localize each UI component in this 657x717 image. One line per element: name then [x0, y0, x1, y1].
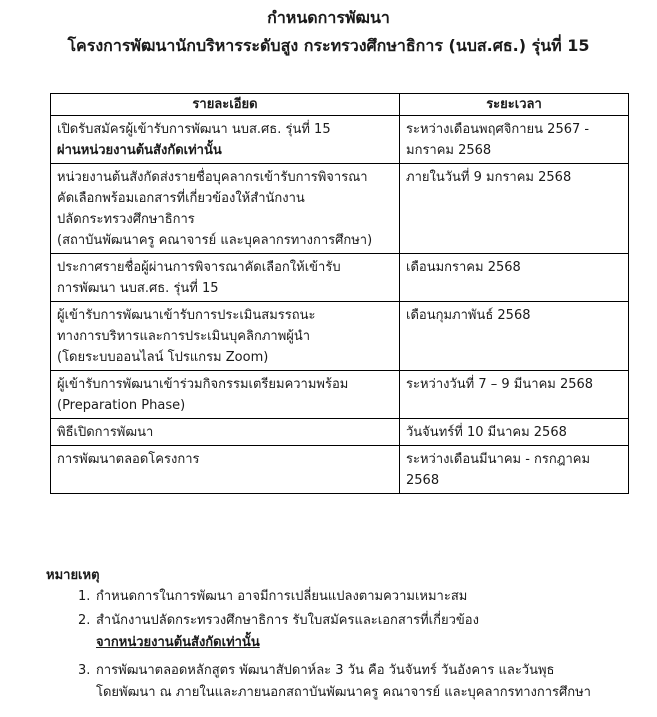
note-text: กำหนดการในการพัฒนา อาจมีการเปลี่ยนแปลงตามความเหมาะสม	[96, 589, 468, 604]
period-cell	[400, 254, 629, 302]
detail-line: การพัฒนา นบส.ศธ. รุ่นที่ 15	[57, 281, 219, 296]
schedule-table	[50, 93, 629, 494]
detail-line: ประกาศรายชื่อผู้ผ่านการพิจารณาคัดเลือกให้เข้ารับ	[57, 260, 341, 275]
period-line: เดือนกุมภาพันธ์ 2568	[406, 308, 531, 323]
detail-cell	[51, 116, 400, 164]
detail-line: เปิดรับสมัครผู้เข้ารับการพัฒนา นบส.ศธ. รุ่นที่ 15	[57, 122, 331, 137]
note-text: โดยพัฒนา ณ ภายในและภายนอกสถาบันพัฒนาครู คณาจารย์ และบุคลากรทางการศึกษา	[96, 685, 591, 700]
page-title: กำหนดการพัฒนา	[267, 8, 390, 27]
detail-line: (โดยระบบออนไลน์ โปรแกรม Zoom)	[57, 350, 269, 365]
note-number: 2.	[78, 613, 91, 628]
period-line: ภายในวันที่ 9 มกราคม 2568	[406, 170, 572, 185]
period-line: เดือนมกราคม 2568	[406, 260, 521, 275]
table-row	[51, 302, 629, 371]
detail-cell	[51, 164, 400, 254]
table-row	[51, 116, 629, 164]
detail-cell	[51, 254, 400, 302]
detail-line: พิธีเปิดการพัฒนา	[57, 425, 154, 440]
period-cell	[400, 164, 629, 254]
detail-cell	[51, 419, 400, 446]
detail-cell	[51, 371, 400, 419]
period-line: ระหว่างวันที่ 7 – 9 มีนาคม 2568	[406, 377, 594, 392]
table-row	[51, 419, 629, 446]
detail-line: หน่วยงานต้นสังกัดส่งรายชื่อบุคลากรเข้ารับการพิจารณา	[57, 170, 368, 185]
note-text: การพัฒนาตลอดหลักสูตร พัฒนาสัปดาห์ละ 3 วัน คือ วันจันทร์ วันอังคาร และวันพุธ	[96, 663, 555, 678]
detail-line-emphasis: ผ่านหน่วยงานต้นสังกัดเท่านั้น	[57, 143, 222, 158]
note-emphasis: จากหน่วยงานต้นสังกัดเท่านั้น	[96, 635, 260, 650]
period-cell	[400, 419, 629, 446]
note-number: 1.	[78, 589, 91, 604]
table-row	[51, 446, 629, 494]
period-line: 2568	[406, 473, 440, 488]
page-subtitle: โครงการพัฒนานักบริหารระดับสูง กระทรวงศึกษาธิการ (นบส.ศธ.) รุ่นที่ 15	[67, 36, 590, 55]
period-line: ระหว่างเดือนพฤศจิกายน 2567 -	[406, 122, 590, 137]
table-row	[51, 164, 629, 254]
detail-cell	[51, 446, 400, 494]
period-cell	[400, 371, 629, 419]
detail-line: ทางการบริหารและการประเมินบุคลิกภาพผู้นำ	[57, 329, 311, 344]
detail-line: ผู้เข้ารับการพัฒนาเข้าร่วมกิจกรรมเตรียมความพร้อม	[57, 377, 349, 392]
period-line: วันจันทร์ที่ 10 มีนาคม 2568	[406, 425, 567, 440]
detail-line: การพัฒนาตลอดโครงการ	[57, 452, 200, 467]
column-header-period: ระยะเวลา	[400, 94, 629, 116]
detail-cell	[51, 302, 400, 371]
table-header-row	[51, 94, 629, 116]
detail-line: (สถาบันพัฒนาครู คณาจารย์ และบุคลากรทางการศึกษา)	[57, 233, 373, 248]
notes-heading: หมายเหตุ	[46, 568, 100, 583]
table-row	[51, 254, 629, 302]
note-text: สำนักงานปลัดกระทรวงศึกษาธิการ รับใบสมัครและเอกสารที่เกี่ยวข้อง	[96, 613, 479, 628]
period-cell	[400, 302, 629, 371]
period-line: มกราคม 2568	[406, 143, 492, 158]
period-cell	[400, 116, 629, 164]
note-number: 3.	[78, 663, 91, 678]
period-cell	[400, 446, 629, 494]
detail-line: ปลัดกระทรวงศึกษาธิการ	[57, 212, 195, 227]
period-line: ระหว่างเดือนมีนาคม - กรกฎาคม	[406, 452, 591, 467]
detail-line: (Preparation Phase)	[57, 398, 186, 413]
table-row	[51, 371, 629, 419]
detail-line: คัดเลือกพร้อมเอกสารที่เกี่ยวข้องให้สำนักงาน	[57, 191, 305, 206]
column-header-detail: รายละเอียด	[51, 94, 400, 116]
detail-line: ผู้เข้ารับการพัฒนาเข้ารับการประเมินสมรรถนะ	[57, 308, 316, 323]
